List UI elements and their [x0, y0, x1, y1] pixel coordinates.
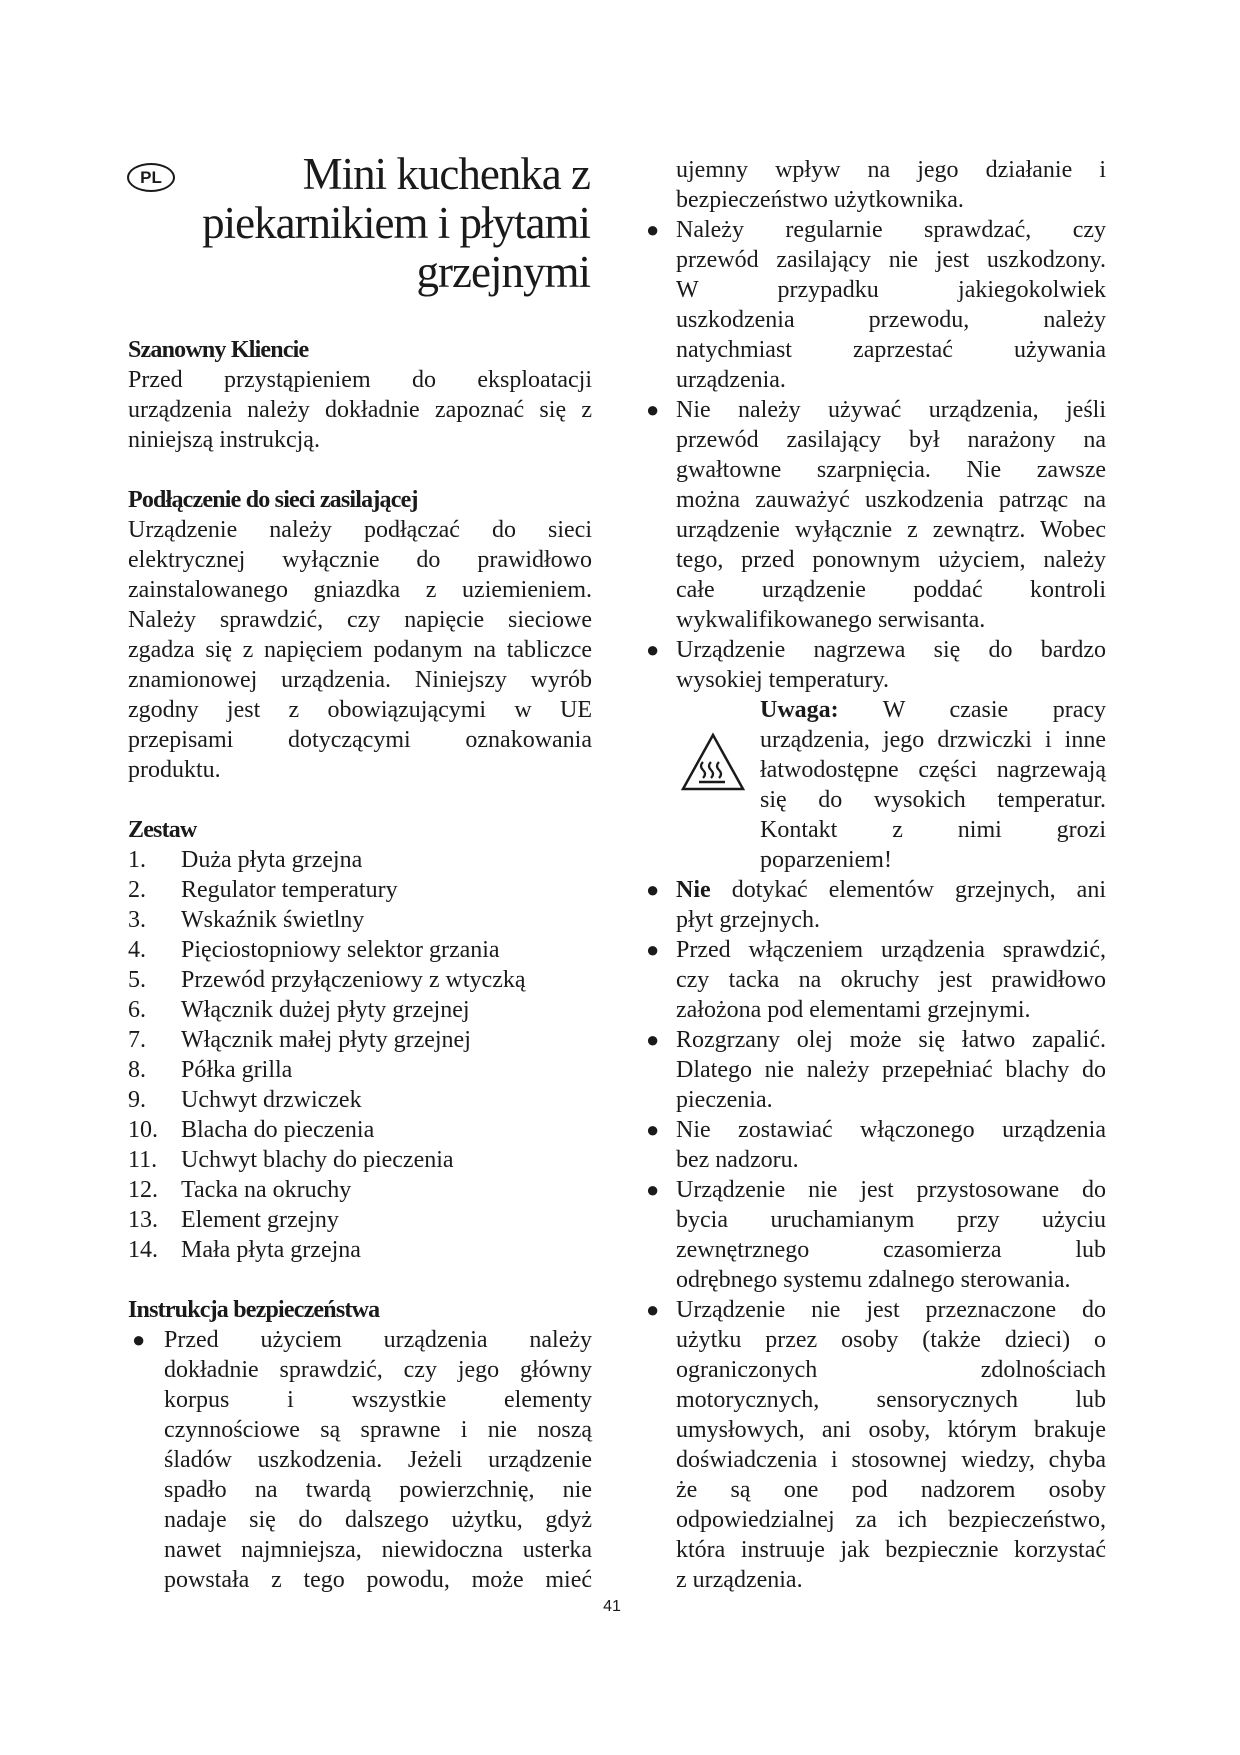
page-title	[202, 150, 590, 297]
text-line: wykwalifikowanego serwisanta.	[676, 607, 986, 633]
text-line: ograniczonych zdolnościach	[676, 1357, 1106, 1383]
text-line: Urządzenie nie jest przeznaczone do	[676, 1297, 1106, 1323]
text-line: czy tacka na okruchy jest prawidłowo	[676, 967, 1106, 993]
item-label: Wskaźnik świetlny	[181, 907, 365, 933]
item-number: 10.	[128, 1117, 158, 1143]
text-line: Rozgrzany olej może się łatwo zapalić.	[676, 1027, 1106, 1053]
list-item	[128, 1145, 592, 1175]
right-column	[646, 155, 1106, 1595]
list-item	[128, 1175, 592, 1205]
text-line: można zauważyć uszkodzenia patrząc na	[676, 487, 1106, 513]
line-text: W czasie pracy	[838, 697, 1106, 723]
item-label: Element grzejny	[181, 1207, 339, 1233]
bullet-icon: ●	[646, 397, 660, 422]
item-number: 11.	[128, 1147, 158, 1173]
text-line: przepisami dotyczącymi oznakowania	[128, 727, 592, 753]
text-line: dokładnie sprawdzić, czy jego główny	[164, 1357, 592, 1383]
text-line: śladów uszkodzenia. Jeżeli urządzenie	[164, 1447, 592, 1473]
item-label: Półka grilla	[181, 1057, 293, 1083]
text-line: bycia uruchamianym przy użyciu	[676, 1207, 1106, 1233]
text-line: Kontakt z nimi grozi	[760, 817, 1106, 843]
hot-surface-warning-icon	[680, 732, 746, 800]
text-line: odrębnego systemu zdalnego sterowania.	[676, 1267, 1071, 1293]
text-line	[760, 695, 1106, 725]
list-item	[128, 905, 592, 935]
item-label: Mała płyta grzejna	[181, 1237, 361, 1263]
list-item	[128, 965, 592, 995]
list-item	[128, 995, 592, 1025]
list-item	[128, 1115, 592, 1145]
bullet-item	[128, 1325, 592, 1595]
line-text: dotykać elementów grzejnych, ani	[710, 877, 1106, 903]
text-line: wysokiej temperatury.	[676, 667, 890, 693]
text-line: spadło na twardą powierzchnię, nie	[164, 1477, 592, 1503]
text-line: użytku przez osoby (także dzieci) o	[676, 1327, 1106, 1353]
text-line: umysłowych, ani osoby, którym brakuje	[676, 1417, 1106, 1443]
paragraph	[128, 515, 592, 785]
text-line: Urządzenie należy podłączać do sieci	[128, 517, 592, 543]
text-line: Nie należy używać urządzenia, jeśli	[676, 397, 1106, 423]
left-column	[128, 335, 592, 1595]
text-line: W przypadku jakiegokolwiek	[676, 277, 1106, 303]
item-number: 12.	[128, 1177, 158, 1203]
list-item	[128, 1235, 592, 1265]
bullet-icon: ●	[646, 937, 660, 962]
bullet-icon: ●	[646, 1117, 660, 1142]
text-line: doświadczenia i stosownej wiedzy, chyba	[676, 1447, 1106, 1473]
text-line	[676, 875, 1106, 905]
text-line: produktu.	[128, 757, 221, 783]
text-line: z urządzenia.	[676, 1567, 803, 1593]
bold-lead: Nie	[676, 877, 711, 903]
text-line: przewód zasilający nie jest uszkodzony.	[676, 247, 1106, 273]
text-line: zgadza się z napięciem podanym na tabliczce	[128, 637, 592, 663]
text-line: znamionowej urządzenia. Niniejszy wyrób	[128, 667, 592, 693]
text-line: się do wysokich temperatur.	[760, 787, 1106, 813]
text-line: zewnętrznego czasomierza lub	[676, 1237, 1106, 1263]
warning-note	[676, 695, 1106, 875]
paragraph	[128, 365, 592, 455]
bullet-item	[646, 1025, 1106, 1115]
text-line: nawet najmniejsza, niewidoczna usterka	[164, 1537, 592, 1563]
item-label: Regulator temperatury	[181, 877, 398, 903]
text-line: przewód zasilający był narażony na	[676, 427, 1106, 453]
bold-lead: Uwaga:	[760, 697, 839, 723]
bullet-item	[646, 215, 1106, 395]
text-line: urządzenia należy dokładnie zapoznać się z	[128, 397, 592, 423]
title-line: piekarnikiem i płytami	[202, 198, 590, 248]
list-item	[128, 875, 592, 905]
text-line: bez nadzoru.	[676, 1147, 799, 1173]
section-heading: Zestaw	[128, 817, 197, 843]
text-line: czynnościowe są sprawne i nie noszą	[164, 1417, 592, 1443]
text-line: Nie zostawiać włączonego urządzenia	[676, 1117, 1106, 1143]
text-line: łatwodostępne części nagrzewają	[760, 757, 1106, 783]
language-badge: PL	[127, 163, 175, 192]
bullet-icon: ●	[646, 877, 660, 902]
item-number: 3.	[128, 907, 146, 933]
item-label: Włącznik małej płyty grzejnej	[181, 1027, 471, 1053]
item-number: 2.	[128, 877, 146, 903]
text-line: Dlatego nie należy przepełniać blachy do	[676, 1057, 1106, 1083]
list-item	[128, 845, 592, 875]
item-number: 14.	[128, 1237, 158, 1263]
section-heading: Instrukcja bezpieczeństwa	[128, 1297, 380, 1323]
item-number: 9.	[128, 1087, 146, 1113]
text-line: całe urządzenie poddać kontroli	[676, 577, 1106, 603]
section-heading: Podłączenie do sieci zasilającej	[128, 487, 418, 513]
text-line: Należy sprawdzić, czy napięcie sieciowe	[128, 607, 592, 633]
item-label: Tacka na okruchy	[181, 1177, 352, 1203]
list-item	[128, 1025, 592, 1055]
text-line: bezpieczeństwo użytkownika.	[676, 187, 964, 213]
item-label: Uchwyt blachy do pieczenia	[181, 1147, 454, 1173]
text-line: uszkodzenia przewodu, należy	[676, 307, 1106, 333]
bullet-icon: ●	[646, 1027, 660, 1052]
text-line: Przed przystąpieniem do eksploatacji	[128, 367, 592, 393]
bullet-item	[646, 935, 1106, 1025]
item-label: Uchwyt drzwiczek	[181, 1087, 362, 1113]
spacer	[128, 1265, 592, 1295]
item-label: Przewód przyłączeniowy z wtyczką	[181, 967, 526, 993]
item-label: Pięciostopniowy selektor grzania	[181, 937, 500, 963]
text-line: odpowiedzialnej za ich bezpieczeństwo,	[676, 1507, 1106, 1533]
bullet-item	[646, 1295, 1106, 1595]
bullet-icon: ●	[646, 1297, 660, 1322]
paragraph	[676, 155, 1106, 215]
text-line: która instruuje jak bezpiecznie korzystać	[676, 1537, 1106, 1563]
text-line: poparzeniem!	[760, 847, 892, 873]
text-line: Urządzenie nie jest przystosowane do	[676, 1177, 1106, 1203]
list-item	[128, 1085, 592, 1115]
item-number: 5.	[128, 967, 146, 993]
text-line: Urządzenie nagrzewa się do bardzo	[676, 637, 1106, 663]
spacer	[128, 785, 592, 815]
item-label: Duża płyta grzejna	[181, 847, 363, 873]
bullet-item	[646, 1175, 1106, 1295]
item-number: 8.	[128, 1057, 146, 1083]
text-line: założona pod elementami grzejnymi.	[676, 997, 1031, 1023]
text-line: powstała z tego powodu, może mieć	[164, 1567, 592, 1593]
text-line: Należy regularnie sprawdzać, czy	[676, 217, 1106, 243]
bullet-item	[646, 1115, 1106, 1175]
text-line: Przed użyciem urządzenia należy	[164, 1327, 592, 1353]
item-number: 6.	[128, 997, 146, 1023]
text-line: Przed włączeniem urządzenia sprawdzić,	[676, 937, 1106, 963]
text-line: motorycznych, sensorycznych lub	[676, 1387, 1106, 1413]
text-line: ujemny wpływ na jego działanie i	[676, 157, 1106, 183]
text-line: gwałtowne szarpnięcia. Nie zawsze	[676, 457, 1106, 483]
page-number: 41	[603, 1598, 621, 1615]
bullet-item	[646, 875, 1106, 935]
title-line: Mini kuchenka z	[302, 149, 590, 199]
text-line: elektrycznej wyłącznie do prawidłowo	[128, 547, 592, 573]
bullet-item	[646, 395, 1106, 635]
bullet-item	[646, 635, 1106, 695]
text-line: płyt grzejnych.	[676, 907, 820, 933]
text-line: urządzenia.	[676, 367, 786, 393]
text-line: urządzenia, jego drzwiczki i inne	[760, 727, 1106, 753]
item-number: 4.	[128, 937, 146, 963]
bullet-icon: ●	[646, 637, 660, 662]
text-line: urządzenie wyłącznie z zewnątrz. Wobec	[676, 517, 1106, 543]
spacer	[128, 455, 592, 485]
item-label: Włącznik dużej płyty grzejnej	[181, 997, 470, 1023]
text-line: korpus i wszystkie elementy	[164, 1387, 592, 1413]
list-item	[128, 935, 592, 965]
text-line: niniejszą instrukcją.	[128, 427, 320, 453]
bullet-icon: ●	[646, 217, 660, 242]
item-number: 13.	[128, 1207, 158, 1233]
text-line: tego, przed ponownym użyciem, należy	[676, 547, 1106, 573]
section-heading: Szanowny Kliencie	[128, 337, 309, 363]
parts-list	[128, 845, 592, 1265]
title-line: grzejnymi	[416, 247, 590, 297]
text-line: pieczenia.	[676, 1087, 773, 1113]
item-number: 7.	[128, 1027, 146, 1053]
text-line: nadaje się do dalszego użytku, gdyż	[164, 1507, 592, 1533]
text-line: zainstalowanego gniazdka z uziemieniem.	[128, 577, 592, 603]
bullet-icon: ●	[646, 1177, 660, 1202]
item-number: 1.	[128, 847, 146, 873]
item-label: Blacha do pieczenia	[181, 1117, 375, 1143]
list-item	[128, 1055, 592, 1085]
text-line: natychmiast zaprzestać używania	[676, 337, 1106, 363]
bullet-icon: ●	[132, 1327, 146, 1352]
text-line: że są one pod nadzorem osoby	[676, 1477, 1106, 1503]
list-item	[128, 1205, 592, 1235]
text-line: zgodny jest z obowiązującymi w UE	[128, 697, 592, 723]
